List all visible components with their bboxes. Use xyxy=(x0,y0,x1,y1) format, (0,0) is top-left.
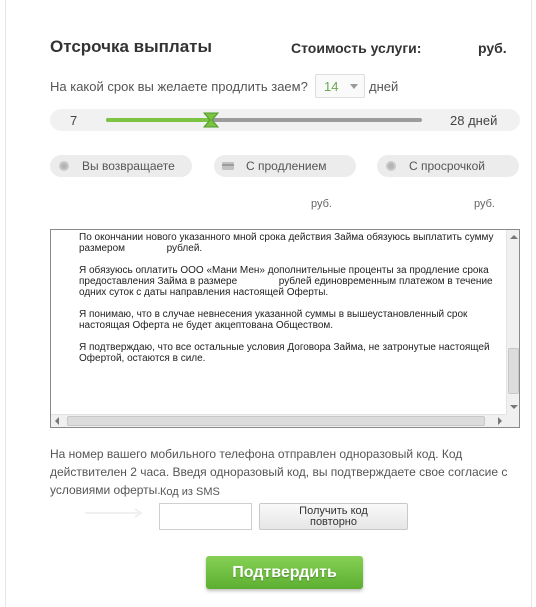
service-cost-currency: руб. xyxy=(478,40,507,56)
option-with-delay[interactable] xyxy=(377,155,519,177)
offer-text xyxy=(79,232,511,375)
service-cost-label: Стоимость услуги: xyxy=(291,40,422,56)
arrow-right-icon xyxy=(85,508,145,518)
days-select[interactable] xyxy=(315,74,365,98)
offer-p1-text: По окончании нового указанного мной срока действия Займа обязуюсь выплатить сумму размером xyxy=(79,232,494,254)
offer-p1-end: рублей. xyxy=(166,243,203,254)
offer-paragraph: Я подтверждаю, что все остальные условия Договора Займа, не затронутые настоящей Офертой, остаются в силе. xyxy=(79,342,490,364)
option-with-extension[interactable] xyxy=(214,155,356,177)
offer-paragraph xyxy=(79,265,511,298)
scroll-down-arrow-icon[interactable] xyxy=(510,405,518,409)
days-unit-label: дней xyxy=(369,79,399,94)
confirm-button[interactable]: Подтвердить xyxy=(206,556,363,589)
frame-border-right xyxy=(531,0,532,607)
scrollbar-corner xyxy=(506,414,520,427)
vertical-scrollbar[interactable] xyxy=(506,230,520,414)
offer-text-box[interactable] xyxy=(50,229,520,428)
extension-amount-currency: руб. xyxy=(311,198,332,210)
option-with-extension-label: С продлением xyxy=(246,159,327,173)
chevron-down-icon xyxy=(350,84,358,89)
coin-icon xyxy=(58,160,70,172)
option-you-return-label: Вы возвращаете xyxy=(82,159,175,173)
delay-amount-currency: руб. xyxy=(474,198,495,210)
card-icon xyxy=(222,160,234,172)
scroll-up-arrow-icon[interactable] xyxy=(510,235,518,239)
slider-fill xyxy=(106,118,211,122)
slider-max-label: 28 дней xyxy=(450,113,498,128)
offer-p2-end: рублей единовременным платежом в течение одних суток с даты направления настоящей Оферты. xyxy=(79,276,493,298)
scroll-left-arrow-icon[interactable] xyxy=(55,417,59,425)
horizontal-scroll-thumb[interactable] xyxy=(67,416,485,426)
vertical-scroll-thumb[interactable] xyxy=(508,348,519,394)
sms-notice: На номер вашего мобильного телефона отправлен одноразовый код. Код действителен 2 часа. Введя одноразовый код, вы подтверждаете свое согласие с условиями оферты. xyxy=(50,447,508,497)
sms-code-label: Код из SMS xyxy=(160,486,220,498)
resend-code-button[interactable]: Получить код повторно xyxy=(259,503,408,530)
days-select-value: 14 xyxy=(324,79,339,94)
frame-border-left xyxy=(5,0,6,607)
option-you-return[interactable] xyxy=(50,155,192,177)
page-title: Отсрочка выплаты xyxy=(50,37,213,56)
term-question: На какой срок вы желаете продлить заем? xyxy=(50,79,308,94)
coin-icon xyxy=(385,160,397,172)
offer-paragraph: Я понимаю, что в случае невнесения указанной суммы в вышеустановленный срок настоящая Оферта не будет акцептована Обществом. xyxy=(79,309,468,331)
scroll-right-arrow-icon[interactable] xyxy=(498,417,502,425)
option-with-delay-label: С просрочкой xyxy=(409,159,485,173)
horizontal-scrollbar[interactable] xyxy=(51,414,506,427)
offer-p2-text: Я обязуюсь оплатить ООО «Мани Мен» дополнительные проценты за продление срока предоставления Займа в размере xyxy=(79,265,489,287)
slider-track[interactable] xyxy=(106,118,422,122)
slider-handle-icon xyxy=(203,112,219,128)
slider-handle[interactable] xyxy=(203,112,219,128)
sms-code-input[interactable] xyxy=(159,503,252,530)
offer-paragraph xyxy=(79,232,511,254)
slider-min-label: 7 xyxy=(70,113,78,128)
